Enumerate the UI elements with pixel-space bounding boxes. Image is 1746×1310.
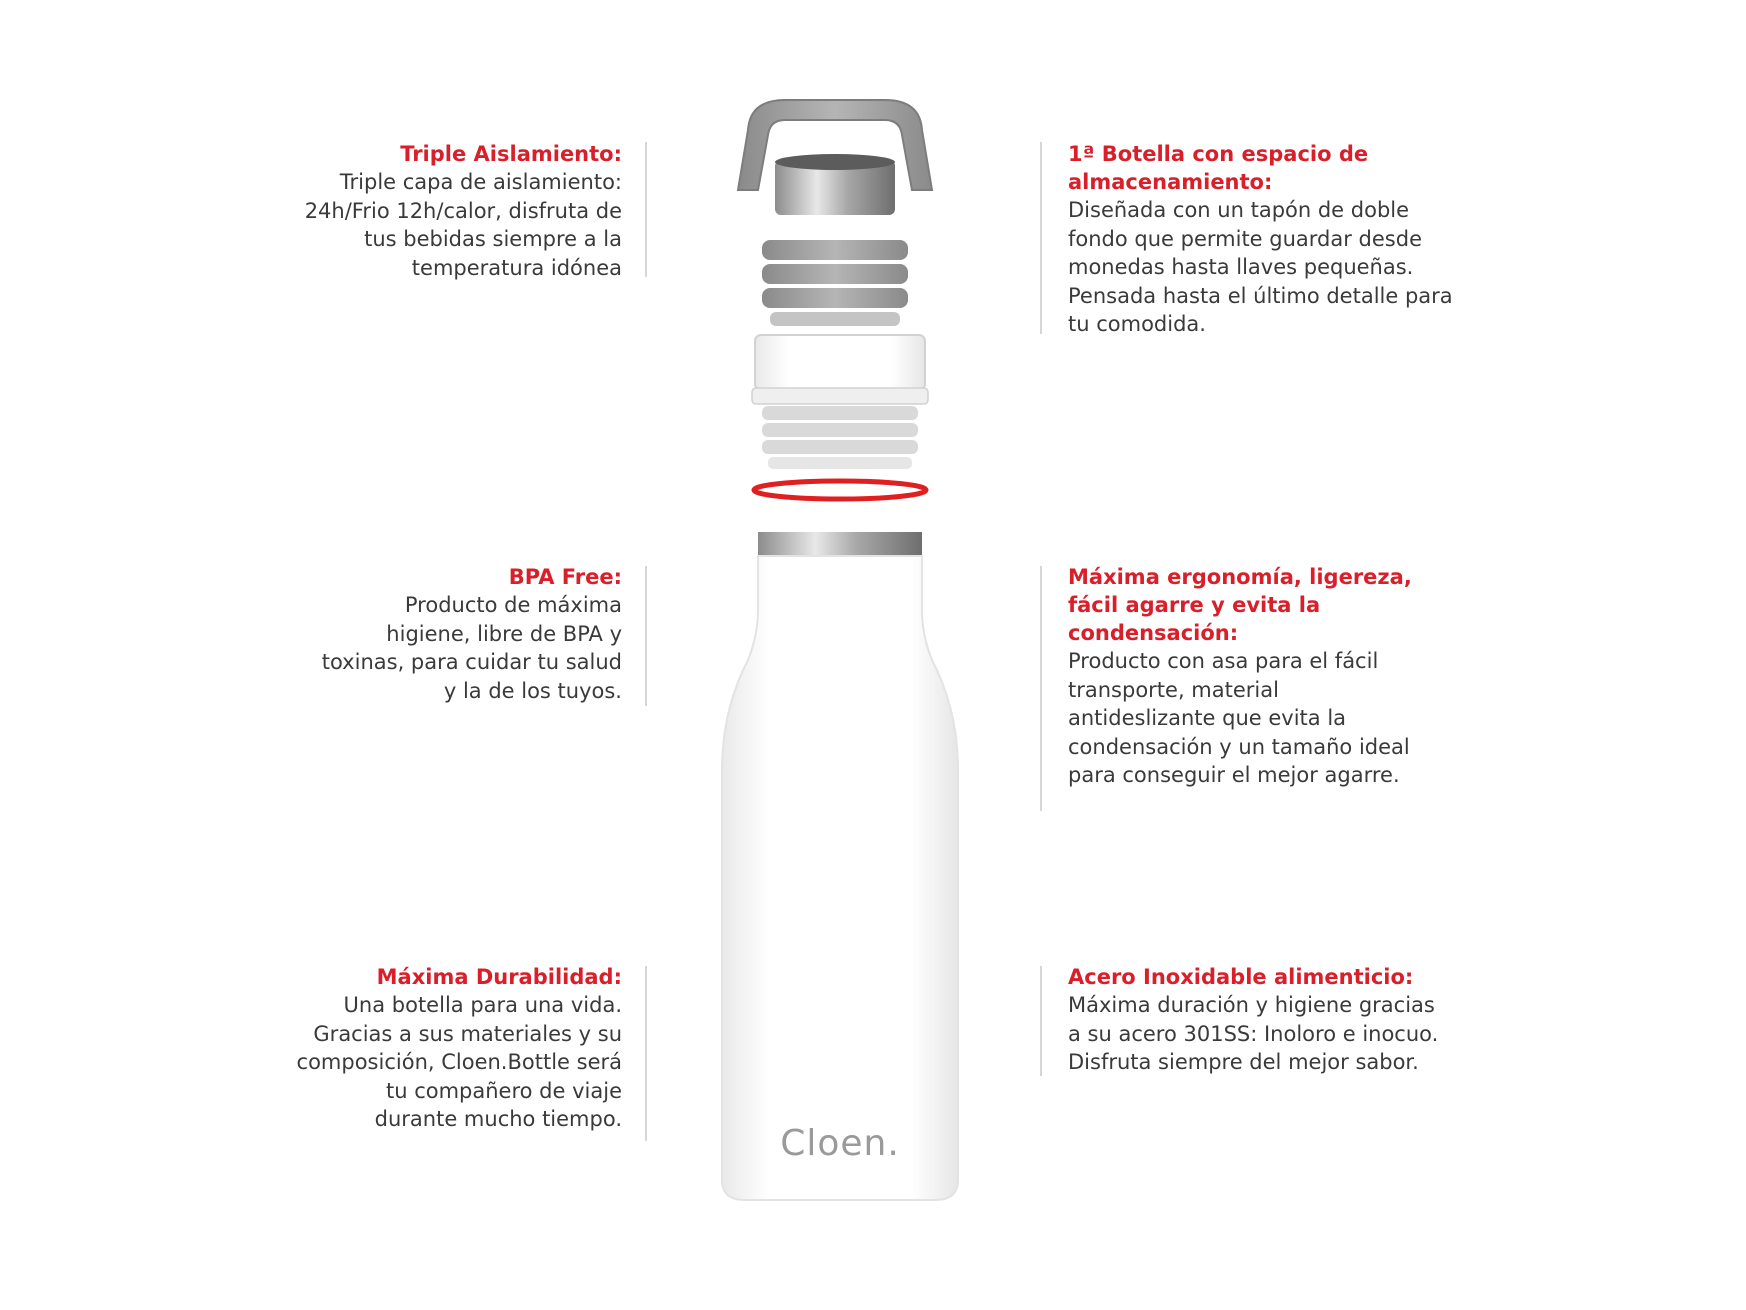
- feature-line: 24h/Frio 12h/calor, disfruta de: [304, 198, 622, 223]
- feature-line: Gracias a sus materiales y su: [313, 1021, 622, 1046]
- feature-line: toxinas, para cuidar tu salud: [321, 650, 622, 674]
- feature-bpa-free: [242, 563, 622, 705]
- feature-line: tu comodida.: [1068, 312, 1206, 336]
- feature-title: fácil agarre y evita la: [1068, 593, 1321, 617]
- feature-line: durante mucho tiempo.: [374, 1107, 622, 1131]
- feature-line: Máxima duración y higiene gracias: [1068, 993, 1435, 1017]
- bottle-shell: [722, 556, 958, 1200]
- handle-cap: [738, 100, 932, 326]
- feature-title: condensación:: [1068, 621, 1239, 645]
- feature-line: Producto con asa para el fácil: [1068, 649, 1379, 673]
- feature-line: Una botella para una vida.: [343, 993, 622, 1017]
- divider-line: [1040, 142, 1042, 334]
- steel-band-top: [775, 154, 895, 170]
- feature-line: tus bebidas siempre a la: [364, 227, 622, 251]
- storage-cap: [752, 335, 928, 469]
- feature-title: Máxima ergonomía, ligereza,: [1068, 565, 1412, 589]
- feature-title: almacenamiento:: [1068, 170, 1273, 194]
- brand-logo: Cloen.: [780, 1123, 900, 1164]
- feature-storage: [1068, 140, 1488, 339]
- feature-title: 1ª Botella con espacio de: [1068, 142, 1369, 166]
- feature-line: tu compañero de viaje: [385, 1078, 622, 1103]
- feature-ergonomy: [1068, 563, 1488, 790]
- feature-line: antideslizante que evita la: [1068, 706, 1347, 730]
- feature-line: Producto de máxima: [404, 593, 622, 617]
- feature-line: Triple capa de aislamiento:: [339, 170, 622, 194]
- divider-line: [1040, 966, 1042, 1076]
- cap-threads: [762, 240, 908, 326]
- feature-triple-insulation: [242, 140, 622, 282]
- feature-line: fondo que permite guardar desde: [1068, 226, 1422, 251]
- bottle-illustration: [700, 90, 1000, 1220]
- feature-title: Máxima Durabilidad:: [376, 965, 622, 989]
- feature-stainless-steel: [1068, 963, 1488, 1077]
- divider-line: [645, 142, 647, 277]
- feature-line: Diseñada con un tapón de doble: [1068, 198, 1410, 222]
- storage-cap-top: [755, 335, 925, 390]
- feature-title: Acero Inoxidable alimenticio:: [1068, 965, 1414, 989]
- feature-title: Triple Aislamiento:: [400, 142, 622, 166]
- divider-line: [645, 966, 647, 1141]
- feature-line: monedas hasta llaves pequeñas.: [1068, 255, 1414, 279]
- feature-durability: [242, 963, 622, 1134]
- feature-line: condensación y un tamaño ideal: [1068, 734, 1410, 759]
- feature-line: a su acero 301SS: Inoloro e inocuo.: [1068, 1021, 1439, 1046]
- feature-line: temperatura idónea: [411, 255, 622, 280]
- red-seal-ring: [754, 481, 926, 499]
- feature-title: BPA Free:: [508, 565, 622, 589]
- divider-line: [1040, 566, 1042, 811]
- feature-line: transporte, material: [1068, 677, 1279, 702]
- bottle-steel-rim: [758, 532, 922, 556]
- feature-line: Disfruta siempre del mejor sabor.: [1068, 1050, 1419, 1074]
- feature-line: y la de los tuyos.: [443, 678, 622, 703]
- divider-line: [645, 566, 647, 706]
- feature-line: para conseguir el mejor agarre.: [1068, 763, 1400, 787]
- feature-line: composición, Cloen.Bottle será: [296, 1050, 622, 1074]
- feature-line: Pensada hasta el último detalle para: [1068, 283, 1453, 308]
- bottle-body: [722, 532, 958, 1200]
- feature-line: higiene, libre de BPA y: [386, 621, 622, 646]
